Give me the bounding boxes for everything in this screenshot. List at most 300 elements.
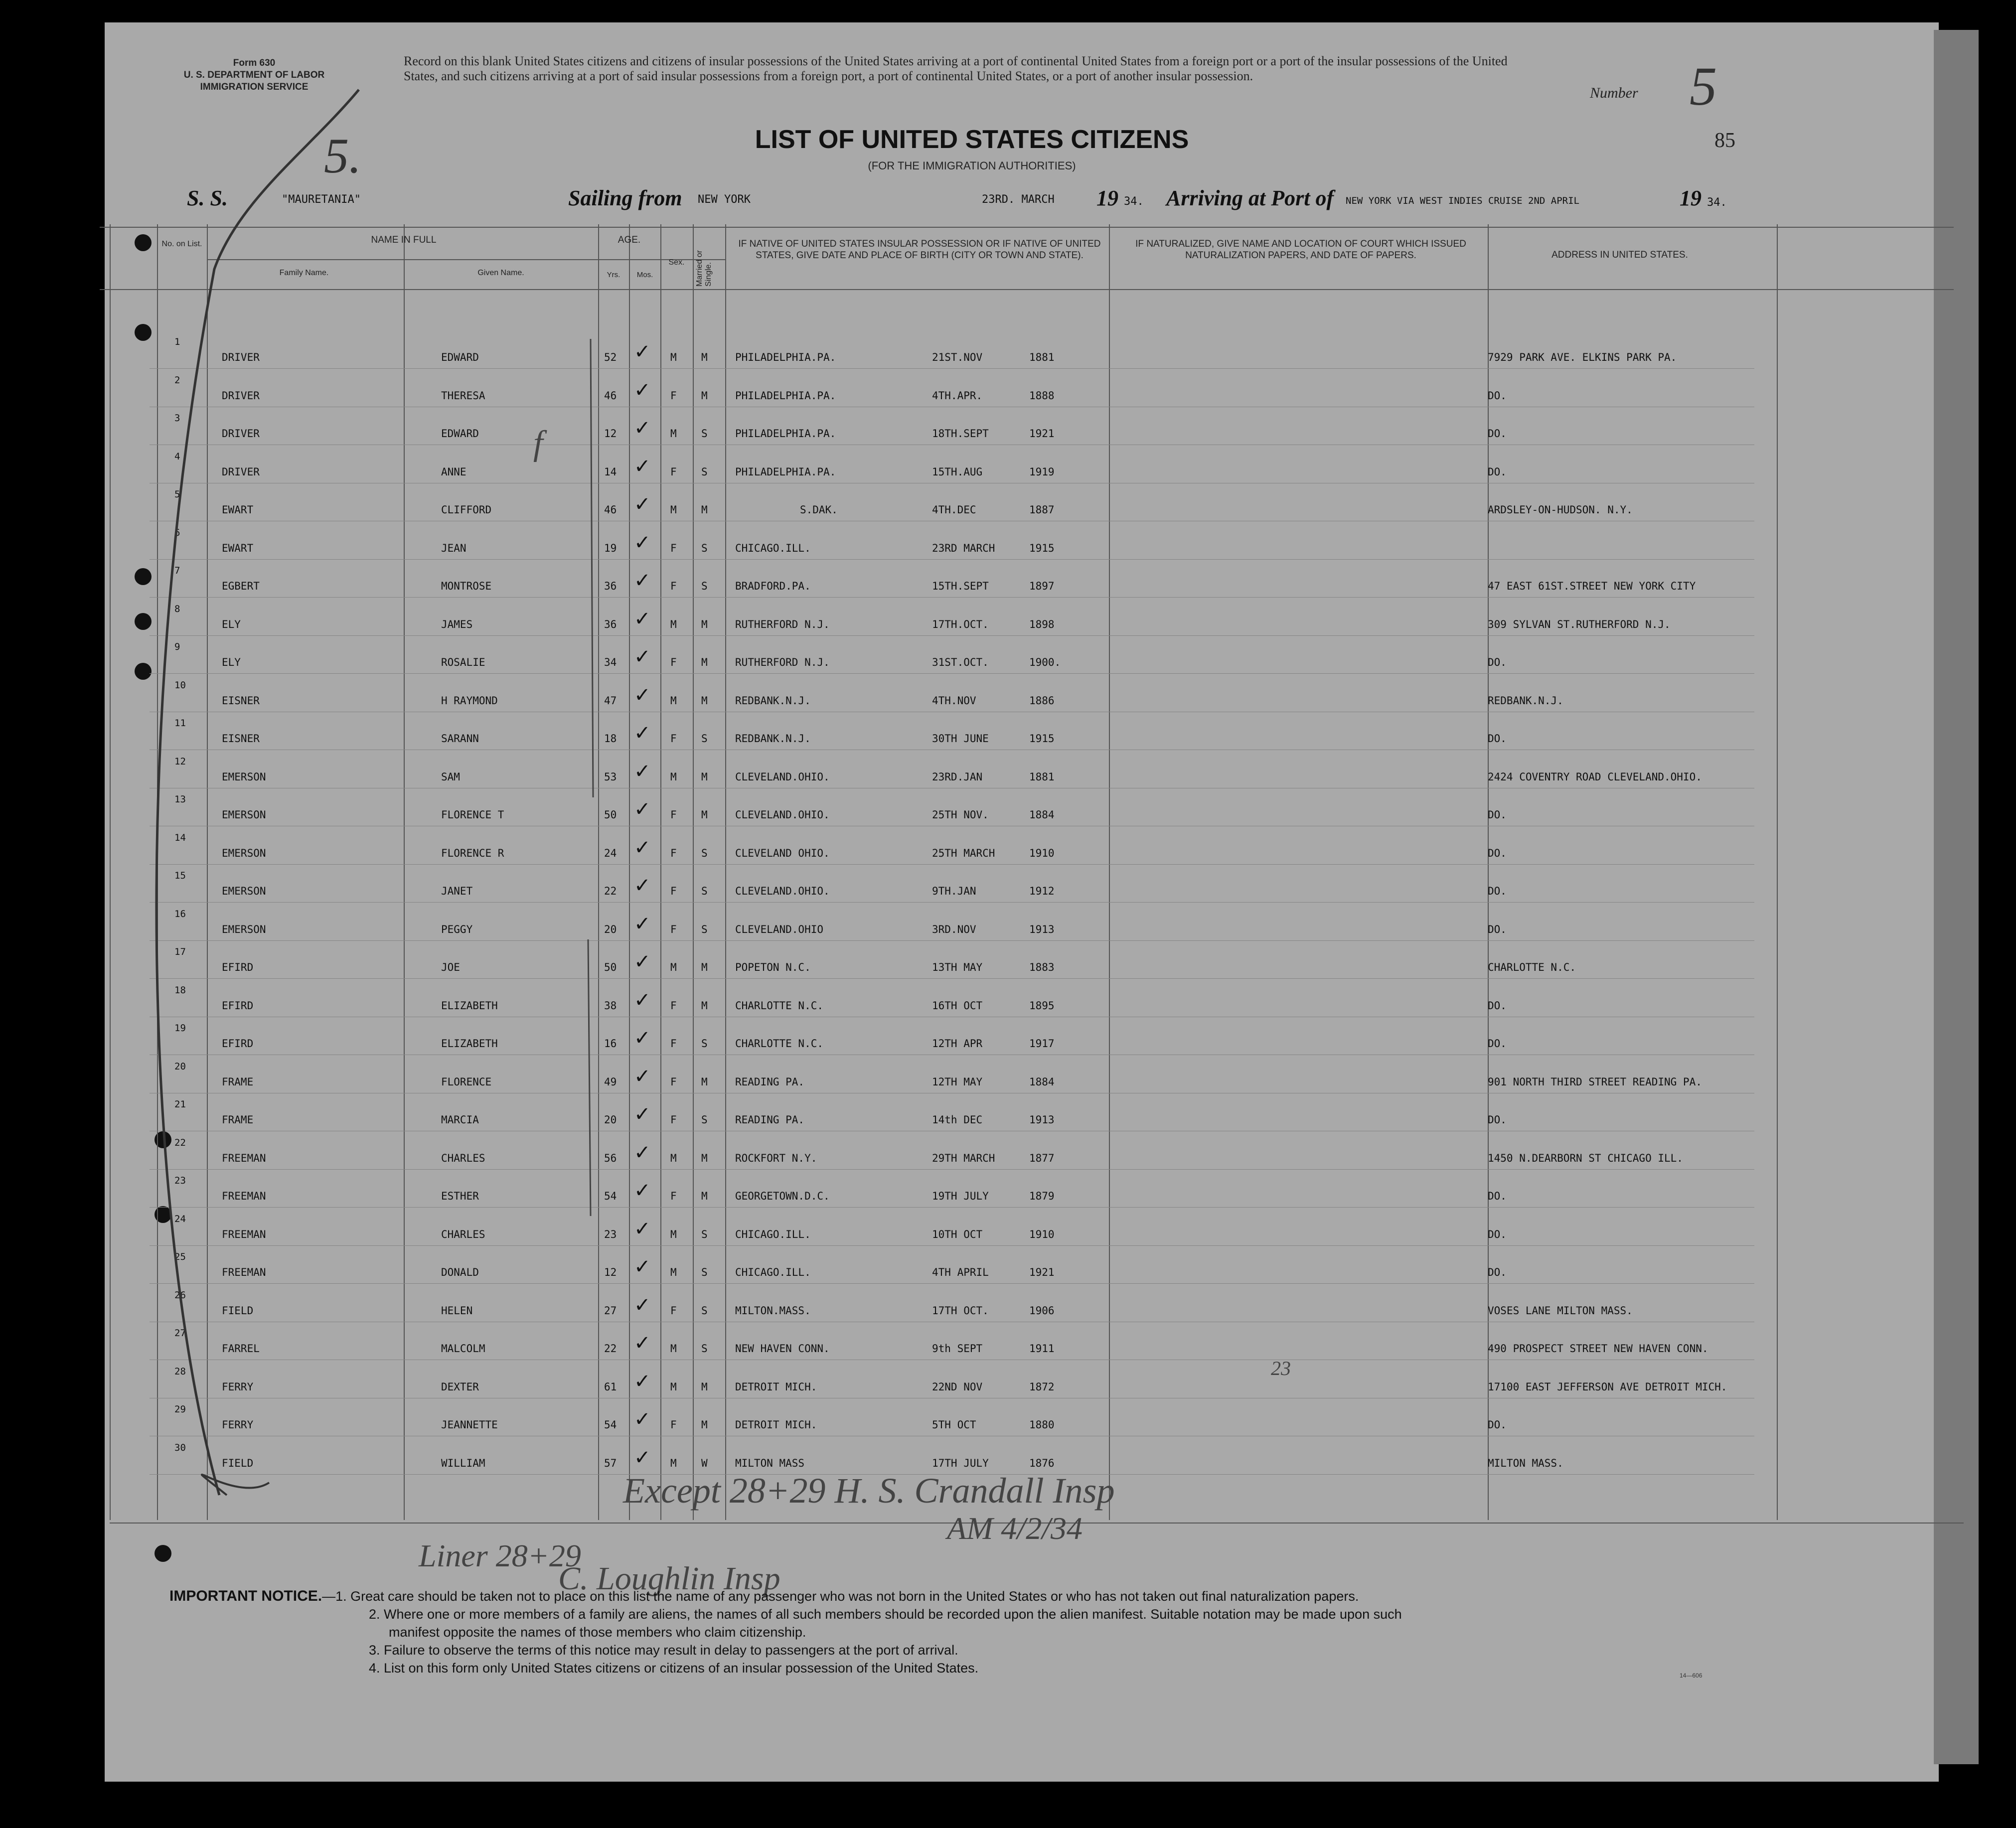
header-mos: Mos. — [636, 271, 653, 279]
sex: F — [670, 885, 677, 897]
address: ARDSLEY-ON-HUDSON. N.Y. — [1488, 504, 1633, 516]
age-years: 36 — [604, 580, 617, 592]
row-number: 22 — [174, 1137, 186, 1148]
birth-place: CHICAGO.ILL. — [735, 542, 811, 554]
marital-status: S — [701, 1304, 708, 1317]
family-name: FREEMAN — [222, 1190, 266, 1202]
birth-date: 17TH.OCT. — [932, 618, 989, 630]
row-number: 23 — [174, 1175, 186, 1186]
given-name: DONALD — [441, 1266, 479, 1278]
handwritten-initials: AM 4/2/34 — [947, 1511, 1083, 1546]
header-married-single: Married or Single. — [695, 250, 713, 287]
given-name: H RAYMOND — [441, 694, 498, 707]
family-name: DRIVER — [222, 428, 260, 440]
birth-year: 1898 — [1029, 618, 1055, 630]
age-years: 57 — [604, 1457, 617, 1469]
given-name: ELIZABETH — [441, 999, 498, 1012]
birth-place: REDBANK.N.J. — [735, 733, 811, 745]
check-mark-icon: ✓ — [634, 1293, 651, 1317]
sex: F — [670, 1114, 677, 1126]
given-name: CHARLES — [441, 1152, 485, 1164]
birth-date: 18TH.SEPT — [932, 428, 989, 440]
birth-date: 25TH NOV. — [932, 809, 989, 821]
marital-status: S — [701, 1114, 708, 1126]
birth-year: 1919 — [1029, 465, 1055, 478]
given-name: MALCOLM — [441, 1343, 485, 1355]
marital-status: M — [701, 351, 708, 363]
marital-status: M — [701, 809, 708, 821]
marital-status: S — [701, 733, 708, 745]
age-years: 49 — [604, 1075, 617, 1088]
row-number: 6 — [174, 527, 180, 538]
page-subtitle: (FOR THE IMMIGRATION AUTHORITIES) — [868, 159, 1076, 172]
age-years: 18 — [604, 733, 617, 745]
address: DO. — [1488, 1419, 1507, 1431]
birth-year: 1912 — [1029, 885, 1055, 897]
marital-status: M — [701, 1075, 708, 1088]
family-name: FRAME — [222, 1075, 254, 1088]
birth-place: NEW HAVEN CONN. — [735, 1343, 830, 1355]
row-number: 16 — [174, 908, 186, 919]
birth-date: 22ND NOV — [932, 1380, 983, 1393]
family-name: FREEMAN — [222, 1228, 266, 1240]
age-years: 36 — [604, 618, 617, 630]
birth-year: 1913 — [1029, 1114, 1055, 1126]
marital-status: S — [701, 428, 708, 440]
marital-status: M — [701, 389, 708, 402]
birth-year: 1910 — [1029, 1228, 1055, 1240]
sex: F — [670, 923, 677, 935]
header-name-in-full: NAME IN FULL — [371, 235, 437, 245]
age-years: 46 — [604, 504, 617, 516]
given-name: JOE — [441, 961, 460, 973]
birth-place: CLEVELAND.OHIO. — [735, 885, 830, 897]
sex: F — [670, 1038, 677, 1050]
sex: F — [670, 389, 677, 402]
row-number: 21 — [174, 1099, 186, 1110]
birth-year: 1881 — [1029, 770, 1055, 783]
family-name: EFIRD — [222, 1038, 254, 1050]
check-mark-icon: ✓ — [634, 874, 651, 897]
check-mark-icon: ✓ — [634, 950, 651, 973]
birth-place: MILTON MASS — [735, 1457, 805, 1469]
family-name: EISNER — [222, 694, 260, 707]
sex: F — [670, 733, 677, 745]
notice-item-2: 2. Where one or more members of a family are aliens, the names of all such members should be recorded upon the alien manifest. Suitable notation may be made upon such — [369, 1607, 1402, 1622]
birth-place: DETROIT MICH. — [735, 1419, 817, 1431]
address: DO. — [1488, 1114, 1507, 1126]
ss-label: S. S. — [187, 186, 228, 210]
given-name: MONTROSE — [441, 580, 492, 592]
row-number: 8 — [174, 603, 180, 614]
birth-date: 29TH MARCH — [932, 1152, 995, 1164]
sex: M — [670, 961, 677, 973]
marital-status: M — [701, 504, 708, 516]
birth-place: READING PA. — [735, 1114, 805, 1126]
age-years: 14 — [604, 465, 617, 478]
sex: F — [670, 1304, 677, 1317]
birth-date: 4TH APRIL — [932, 1266, 989, 1278]
birth-place: CHARLOTTE N.C. — [735, 999, 824, 1012]
page-title: LIST OF UNITED STATES CITIZENS — [755, 125, 1189, 154]
record-instruction: Record on this blank United States citizens and citizens of insular possessions of the United States arriving at a port of continental United States from a foreign port or a port of the insular possessions of the United States, and such citizens arriving at a port of said insular possessions from a foreign port, a port of continental United States, or a port of another insular possession. — [404, 54, 1508, 83]
birth-date: 10TH OCT — [932, 1228, 983, 1240]
number-value: 5 — [1690, 56, 1717, 117]
birth-year: 1921 — [1029, 1266, 1055, 1278]
birth-year: 1879 — [1029, 1190, 1055, 1202]
family-name: FIELD — [222, 1304, 254, 1317]
sex: F — [670, 809, 677, 821]
header-given-name: Given Name. — [477, 269, 524, 277]
marital-status: S — [701, 542, 708, 554]
birth-date: 17TH JULY — [932, 1457, 989, 1469]
marital-status: S — [701, 1343, 708, 1355]
address: 901 NORTH THIRD STREET READING PA. — [1488, 1075, 1702, 1088]
header-native-birth: IF NATIVE OF UNITED STATES INSULAR POSSESSION OR IF NATIVE OF UNITED STATES, GIVE DATE AND PLACE OF BIRTH (CITY OR TOWN AND STATE). — [738, 239, 1101, 261]
age-years: 23 — [604, 1228, 617, 1240]
check-mark-icon: ✓ — [634, 378, 651, 402]
given-name: FLORENCE R — [441, 847, 504, 859]
birth-year: 1897 — [1029, 580, 1055, 592]
check-mark-icon: ✓ — [634, 1179, 651, 1202]
marital-status: S — [701, 923, 708, 935]
notice-item-4: 4. List on this form only United States citizens or citizens of an insular possession of the United States. — [369, 1661, 979, 1676]
age-years: 22 — [604, 885, 617, 897]
sex: F — [670, 1419, 677, 1431]
check-mark-icon: ✓ — [634, 1217, 651, 1240]
birth-place: CLEVELAND.OHIO. — [735, 770, 830, 783]
address: DO. — [1488, 389, 1507, 402]
sex: F — [670, 465, 677, 478]
address: 2424 COVENTRY ROAD CLEVELAND.OHIO. — [1488, 770, 1702, 783]
birth-year: 1915 — [1029, 733, 1055, 745]
check-mark-icon: ✓ — [634, 836, 651, 859]
family-name: EWART — [222, 542, 254, 554]
family-name: FREEMAN — [222, 1152, 266, 1164]
sailing-label: Sailing from — [568, 186, 682, 210]
marital-status: M — [701, 770, 708, 783]
birth-place: GEORGETOWN.D.C. — [735, 1190, 830, 1202]
check-mark-icon: ✓ — [634, 607, 651, 630]
check-mark-icon: ✓ — [634, 722, 651, 745]
address: 490 PROSPECT STREET NEW HAVEN CONN. — [1488, 1343, 1708, 1355]
given-name: ESTHER — [441, 1190, 479, 1202]
age-years: 54 — [604, 1190, 617, 1202]
birth-date: 21ST.NOV — [932, 351, 983, 363]
birth-place: PHILADELPHIA.PA. — [735, 389, 836, 402]
address: DO. — [1488, 1190, 1507, 1202]
birth-date: 4TH.NOV — [932, 694, 976, 707]
address: DO. — [1488, 1038, 1507, 1050]
check-mark-icon: ✓ — [634, 1141, 651, 1164]
address: VOSES LANE MILTON MASS. — [1488, 1304, 1633, 1317]
address: DO. — [1488, 885, 1507, 897]
birth-place: PHILADELPHIA.PA. — [735, 351, 836, 363]
birth-date: 23RD MARCH — [932, 542, 995, 554]
year-prefix: 19 — [1096, 186, 1118, 210]
given-name: SARANN — [441, 733, 479, 745]
given-name: JEANNETTE — [441, 1419, 498, 1431]
family-name: EMERSON — [222, 809, 266, 821]
sex: F — [670, 1075, 677, 1088]
check-mark-icon: ✓ — [634, 1103, 651, 1126]
family-name: FERRY — [222, 1419, 254, 1431]
header-address: ADDRESS IN UNITED STATES. — [1551, 250, 1688, 260]
sex: M — [670, 1152, 677, 1164]
form-number: Form 630 — [233, 58, 276, 68]
family-name: DRIVER — [222, 351, 260, 363]
family-name: DRIVER — [222, 465, 260, 478]
birth-date: 25TH MARCH — [932, 847, 995, 859]
birth-place: CLEVELAND OHIO. — [735, 847, 830, 859]
year-suffix: 34. — [1124, 195, 1144, 208]
given-name: THERESA — [441, 389, 485, 402]
birth-place: READING PA. — [735, 1075, 805, 1088]
address: REDBANK.N.J. — [1488, 694, 1563, 707]
birth-place: PHILADELPHIA.PA. — [735, 465, 836, 478]
family-name: EFIRD — [222, 961, 254, 973]
given-name: ANNE — [441, 465, 466, 478]
address: DO. — [1488, 1228, 1507, 1240]
sex: M — [670, 351, 677, 363]
birth-date: 13TH MAY — [932, 961, 983, 973]
age-years: 34 — [604, 656, 617, 668]
age-years: 38 — [604, 999, 617, 1012]
arrival-year-suffix: 34. — [1707, 196, 1727, 209]
birth-date: 15TH.SEPT — [932, 580, 989, 592]
row-number: 14 — [174, 832, 186, 843]
birth-date: 9TH.JAN — [932, 885, 976, 897]
sex: F — [670, 999, 677, 1012]
marital-status: M — [701, 694, 708, 707]
age-years: 53 — [604, 770, 617, 783]
given-name: JEAN — [441, 542, 466, 554]
given-name: EDWARD — [441, 428, 479, 440]
check-mark-icon: ✓ — [634, 912, 651, 935]
birth-place: CHICAGO.ILL. — [735, 1228, 811, 1240]
row-number: 7 — [174, 565, 180, 576]
birth-date: 30TH JUNE — [932, 733, 989, 745]
birth-year: 1913 — [1029, 923, 1055, 935]
birth-date: 15TH.AUG — [932, 465, 983, 478]
row-number: 20 — [174, 1061, 186, 1072]
marital-status: S — [701, 1038, 708, 1050]
age-years: 50 — [604, 809, 617, 821]
address: DO. — [1488, 847, 1507, 859]
from-port: NEW YORK — [698, 193, 751, 206]
row-number: 17 — [174, 946, 186, 957]
address: MILTON MASS. — [1488, 1457, 1563, 1469]
arriving-label: Arriving at Port of — [1166, 186, 1334, 210]
birth-place: DETROIT MICH. — [735, 1380, 817, 1393]
family-name: EISNER — [222, 733, 260, 745]
given-name: PEGGY — [441, 923, 473, 935]
birth-place: PHILADELPHIA.PA. — [735, 428, 836, 440]
family-name: ELY — [222, 656, 241, 668]
sex: M — [670, 770, 677, 783]
sex: M — [670, 618, 677, 630]
family-name: ELY — [222, 618, 241, 630]
birth-year: 1915 — [1029, 542, 1055, 554]
family-name: FIELD — [222, 1457, 254, 1469]
check-mark-icon: ✓ — [634, 531, 651, 554]
birth-place: RUTHERFORD N.J. — [735, 618, 830, 630]
birth-place: S.DAK. — [800, 504, 838, 516]
birth-year: 1911 — [1029, 1343, 1055, 1355]
birth-year: 1876 — [1029, 1457, 1055, 1469]
birth-year: 1877 — [1029, 1152, 1055, 1164]
birth-place: CLEVELAND.OHIO — [735, 923, 824, 935]
row-number: 28 — [174, 1366, 186, 1377]
marital-status: M — [701, 1152, 708, 1164]
handwritten-f: f — [533, 424, 543, 462]
given-name: MARCIA — [441, 1114, 479, 1126]
row-number: 29 — [174, 1404, 186, 1415]
given-name: JAMES — [441, 618, 473, 630]
birth-date: 19TH JULY — [932, 1190, 989, 1202]
row-number: 11 — [174, 718, 186, 729]
check-mark-icon: ✓ — [634, 1370, 651, 1393]
birth-year: 1886 — [1029, 694, 1055, 707]
ship-name: "MAURETANIA" — [282, 193, 361, 206]
department: U. S. DEPARTMENT OF LABOR — [183, 70, 325, 80]
marital-status: W — [701, 1457, 708, 1469]
birth-place: BRADFORD.PA. — [735, 580, 811, 592]
address: DO. — [1488, 733, 1507, 745]
check-mark-icon: ✓ — [634, 1332, 651, 1355]
family-name: EMERSON — [222, 770, 266, 783]
marital-status: S — [701, 885, 708, 897]
given-name: DEXTER — [441, 1380, 479, 1393]
birth-year: 1884 — [1029, 809, 1055, 821]
birth-year: 1880 — [1029, 1419, 1055, 1431]
address: CHARLOTTE N.C. — [1488, 961, 1576, 973]
check-mark-icon: ✓ — [634, 1027, 651, 1050]
notice-item-3: 3. Failure to observe the terms of this notice may result in delay to passengers at the port of arrival. — [369, 1643, 958, 1658]
important-notice — [169, 1587, 1402, 1677]
birth-year: 1906 — [1029, 1304, 1055, 1317]
notice-item-1: —1. Great care should be taken not to place on this list the name of any passenger who was not born in the United States or who has not taken out final naturalization papers. — [322, 1589, 1359, 1604]
birth-year: 1910 — [1029, 847, 1055, 859]
given-name: WILLIAM — [441, 1457, 485, 1469]
row-number: 26 — [174, 1289, 186, 1301]
service: IMMIGRATION SERVICE — [200, 82, 309, 92]
age-years: 61 — [604, 1380, 617, 1393]
marital-status: M — [701, 1190, 708, 1202]
sex: M — [670, 1228, 677, 1240]
birth-place: ROCKFORT N.Y. — [735, 1152, 817, 1164]
row-number: 5 — [174, 489, 180, 500]
birth-place: CHARLOTTE N.C. — [735, 1038, 824, 1050]
sex: M — [670, 694, 677, 707]
family-name: FARREL — [222, 1343, 260, 1355]
birth-place: POPETON N.C. — [735, 961, 811, 973]
age-years: 54 — [604, 1419, 617, 1431]
family-name: FRAME — [222, 1114, 254, 1126]
address: 7929 PARK AVE. ELKINS PARK PA. — [1488, 351, 1677, 363]
notice-head: IMPORTANT NOTICE. — [169, 1588, 322, 1604]
handwritten-except-note: Except 28+29 H. S. Crandall Insp — [623, 1471, 1115, 1511]
age-years: 20 — [604, 923, 617, 935]
check-mark-icon: ✓ — [634, 417, 651, 440]
sex: F — [670, 656, 677, 668]
arrival-year-prefix: 19 — [1680, 186, 1702, 210]
birth-place: RUTHERFORD N.J. — [735, 656, 830, 668]
number-label: Number — [1590, 85, 1638, 101]
address: DO. — [1488, 465, 1507, 478]
address: DO. — [1488, 923, 1507, 935]
marital-status: S — [701, 1228, 708, 1240]
address: 309 SYLVAN ST.RUTHERFORD N.J. — [1488, 618, 1671, 630]
age-years: 27 — [604, 1304, 617, 1317]
birth-date: 12TH APR — [932, 1038, 983, 1050]
birth-date: 12TH MAY — [932, 1075, 983, 1088]
birth-date: 3RD.NOV — [932, 923, 976, 935]
address: DO. — [1488, 1266, 1507, 1278]
marital-status: M — [701, 1419, 708, 1431]
handwritten-23: 23 — [1271, 1357, 1291, 1379]
birth-date: 4TH.APR. — [932, 389, 983, 402]
birth-year: 1900. — [1029, 656, 1061, 668]
check-mark-icon: ✓ — [634, 340, 651, 363]
row-number: 13 — [174, 794, 186, 805]
header-no-on-list: No. on List. — [161, 240, 202, 248]
header-yrs: Yrs. — [607, 271, 620, 279]
marital-status: M — [701, 1380, 708, 1393]
header-naturalized: IF NATURALIZED, GIVE NAME AND LOCATION OF COURT WHICH ISSUED NATURALIZATION PAPERS, AND DATE OF PAPERS. — [1135, 239, 1466, 261]
row-number: 24 — [174, 1213, 186, 1224]
age-years: 46 — [604, 389, 617, 402]
family-name: EMERSON — [222, 923, 266, 935]
header-age: AGE. — [618, 235, 641, 245]
birth-year: 1888 — [1029, 389, 1055, 402]
arrival-port: NEW YORK VIA WEST INDIES CRUISE 2ND APRIL — [1346, 195, 1579, 206]
birth-year: 1887 — [1029, 504, 1055, 516]
family-name: EFIRD — [222, 999, 254, 1012]
row-number: 25 — [174, 1251, 186, 1262]
handwritten-loughlin: C. Loughlin Insp — [558, 1560, 780, 1597]
marital-status: S — [701, 1266, 708, 1278]
birth-date: 4TH.DEC — [932, 504, 976, 516]
given-name: ROSALIE — [441, 656, 485, 668]
family-name: EWART — [222, 504, 254, 516]
check-mark-icon: ✓ — [634, 760, 651, 783]
address: DO. — [1488, 656, 1507, 668]
given-name: ELIZABETH — [441, 1038, 498, 1050]
row-number: 19 — [174, 1023, 186, 1034]
handwritten-five: 5. — [324, 128, 361, 183]
address: DO. — [1488, 999, 1507, 1012]
marital-status: M — [701, 961, 708, 973]
check-mark-icon: ✓ — [634, 683, 651, 707]
age-years: 52 — [604, 351, 617, 363]
family-name: FERRY — [222, 1380, 254, 1393]
sex: M — [670, 1266, 677, 1278]
age-years: 16 — [604, 1038, 617, 1050]
notice-item-2b: manifest opposite the names of those members who claim citizenship. — [389, 1625, 806, 1640]
birth-date: 23RD.JAN — [932, 770, 983, 783]
family-name: EGBERT — [222, 580, 260, 592]
address: DO. — [1488, 809, 1507, 821]
sex: F — [670, 542, 677, 554]
age-years: 12 — [604, 1266, 617, 1278]
birth-date: 31ST.OCT. — [932, 656, 989, 668]
birth-year: 1881 — [1029, 351, 1055, 363]
given-name: SAM — [441, 770, 460, 783]
age-years: 24 — [604, 847, 617, 859]
marital-status: S — [701, 580, 708, 592]
birth-place: CHICAGO.ILL. — [735, 1266, 811, 1278]
